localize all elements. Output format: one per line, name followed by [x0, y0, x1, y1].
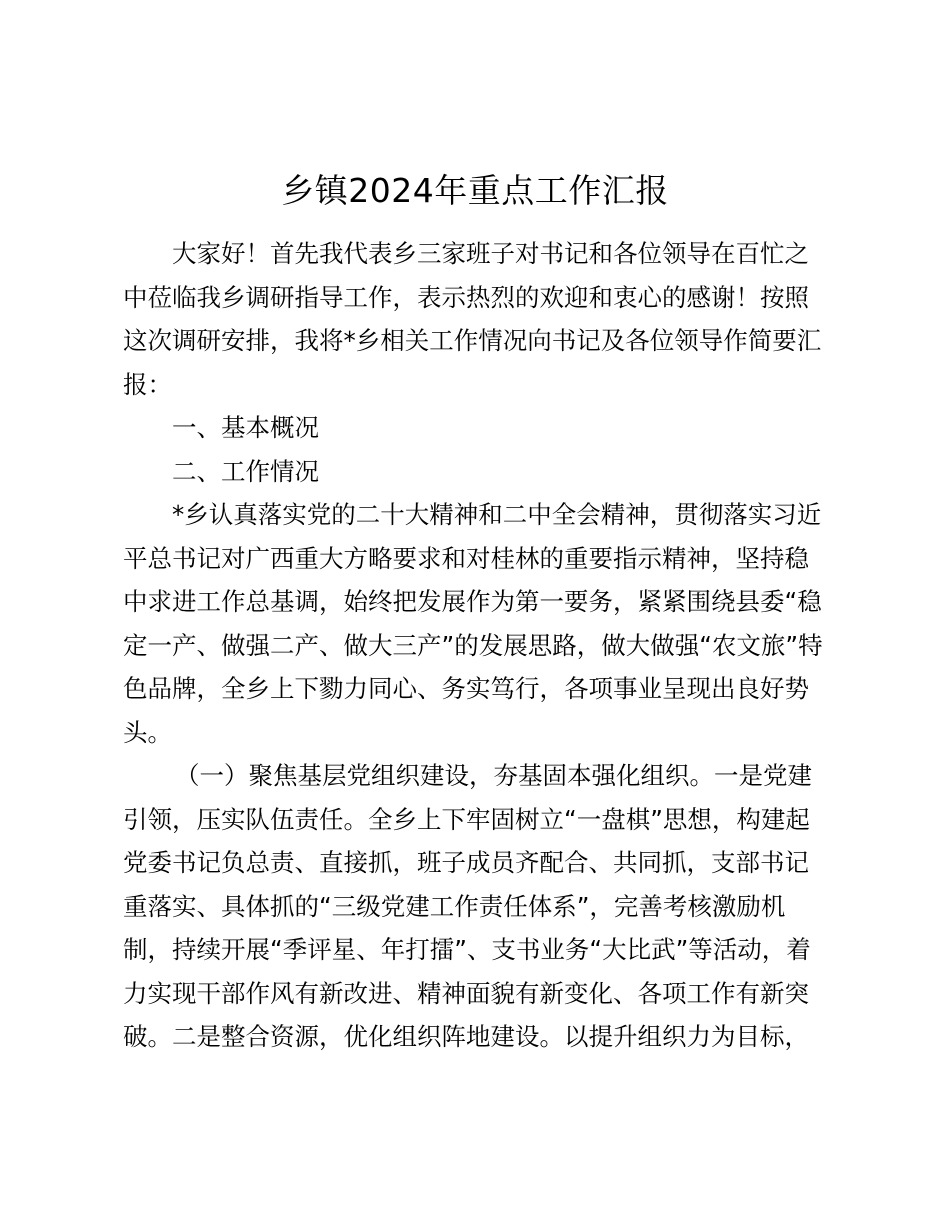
section-heading: 二、工作情况	[172, 456, 319, 486]
document-body	[123, 232, 835, 1059]
section-heading: 一、基本概况	[172, 413, 319, 442]
paragraph-line: *乡认真落实党的二十大精神和二中全会精神，贯彻落实习近	[172, 500, 822, 529]
paragraph-line: 平总书记对广西重大方略要求和对桂林的重要指示精神，坚持稳	[123, 543, 809, 573]
paragraph-line: 这次调研安排，我将*乡相关工作情况向书记及各位领导作简要汇	[123, 326, 822, 355]
paragraph-line: 力实现干部作风有新改进、精神面貌有新变化、各项工作有新突	[123, 978, 809, 1008]
paragraph-line: 制，持续开展“季评星、年打擂”、支书业务“大比武”等活动，着	[123, 935, 811, 964]
paragraph-line: 中求进工作总基调，始终把发展作为第一要务，紧紧围绕县委“稳	[123, 587, 822, 616]
document-title: 乡镇2024年重点工作汇报	[281, 171, 669, 210]
paragraph-line: 报：	[123, 369, 172, 399]
paragraph-line: 破。二是整合资源，优化组织阵地建设。以提升组织力为目标，	[123, 1022, 809, 1051]
paragraph-line: 重落实、具体抓的“三级党建工作责任体系”，完善考核激励机	[123, 891, 786, 921]
paragraph-line: 头。	[123, 717, 172, 747]
paragraph-line: 大家好！首先我代表乡三家班子对书记和各位领导在百忙之	[172, 239, 809, 268]
paragraph-line: 中莅临我乡调研指导工作，表示热烈的欢迎和衷心的感谢！按照	[123, 282, 809, 312]
paragraph-line: （一）聚焦基层党组织建设，夯基固本强化组织。一是党建	[175, 761, 812, 790]
paragraph-line: 定一产、做强二产、做大三产”的发展思路，做大做强“农文旅”特	[123, 630, 823, 660]
paragraph-line: 党委书记负总责、直接抓，班子成员齐配合、共同抓，支部书记	[123, 848, 809, 877]
paragraph-line: 引领，压实队伍责任。全乡上下牢固树立“一盘棋”思想，构建起	[123, 804, 810, 834]
paragraph-line: 色品牌，全乡上下勠力同心、务实笃行，各项事业呈现出良好势	[123, 674, 809, 703]
